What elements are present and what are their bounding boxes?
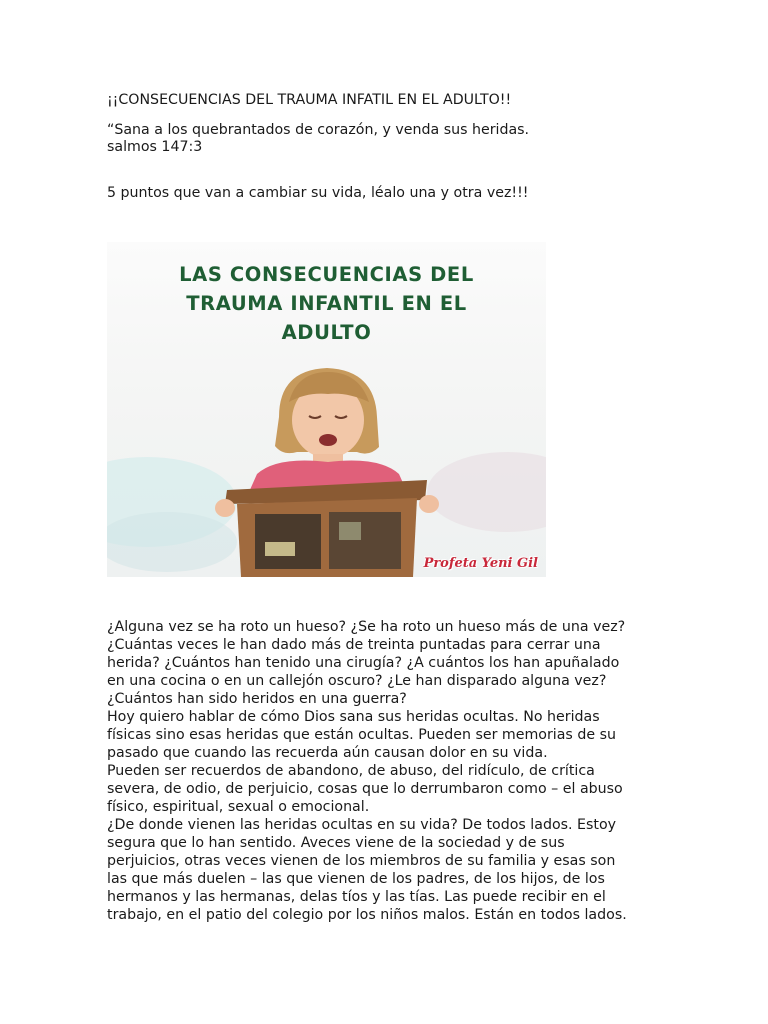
body-line: severa, de odio, de perjuicio, cosas que lo derrumbaron como – el abuso [107, 781, 623, 797]
body-line: segura que lo han sentido. Aveces viene de la sociedad y de sus [107, 835, 565, 851]
article-image [107, 242, 546, 577]
body-line: físicas sino esas heridas que están ocultas. Pueden ser memorias de su [107, 727, 616, 743]
image-title: LAS CONSECUENCIAS DEL TRAUMA INFANTIL EN EL ADULTO [179, 263, 474, 344]
body-line: trabajo, en el patio del colegio por los niños malos. Están en todos lados. [107, 907, 627, 923]
bible-reference: salmos 147:3 [107, 139, 203, 155]
body-line: perjuicios, otras veces vienen de los miembros de su familia y esas son [107, 853, 616, 869]
body-line: físico, espiritual, sexual o emocional. [107, 799, 370, 815]
image-credit: Profeta Yeni Gil [423, 556, 538, 571]
body-line: ¿Cuántas veces le han dado más de treinta puntadas para cerrar una [107, 637, 601, 653]
article-body [107, 618, 667, 924]
intro-line: 5 puntos que van a cambiar su vida, léalo una y otra vez!!! [107, 185, 529, 201]
body-line: herida? ¿Cuántos han tenido una cirugía? ¿A cuántos los han apuñalado [107, 655, 620, 671]
bible-quote-line: “Sana a los quebrantados de corazón, y venda sus heridas. [107, 122, 530, 138]
body-line: ¿Cuántos han sido heridos en una guerra? [107, 691, 407, 707]
body-line: ¿Alguna vez se ha roto un hueso? ¿Se ha roto un hueso más de una vez? [107, 619, 626, 635]
body-line: hermanos y las hermanas, delas tíos y las tías. Las puede recibir en el [107, 889, 606, 905]
body-line: Pueden ser recuerdos de abandono, de abuso, del ridículo, de crítica [107, 763, 595, 779]
body-line: las que más duelen – las que vienen de los padres, de los hijos, de los [107, 871, 605, 887]
body-line: pasado que cuando las recuerda aún causan dolor en su vida. [107, 745, 548, 761]
body-line: ¿De donde vienen las heridas ocultas en su vida? De todos lados. Estoy [107, 817, 617, 833]
document-heading: ¡¡CONSECUENCIAS DEL TRAUMA INFATIL EN EL ADULTO!! [107, 92, 512, 108]
body-line: en una cocina o en un callejón oscuro? ¿Le han disparado alguna vez? [107, 673, 607, 689]
body-line: Hoy quiero hablar de cómo Dios sana sus heridas ocultas. No heridas [107, 709, 600, 725]
